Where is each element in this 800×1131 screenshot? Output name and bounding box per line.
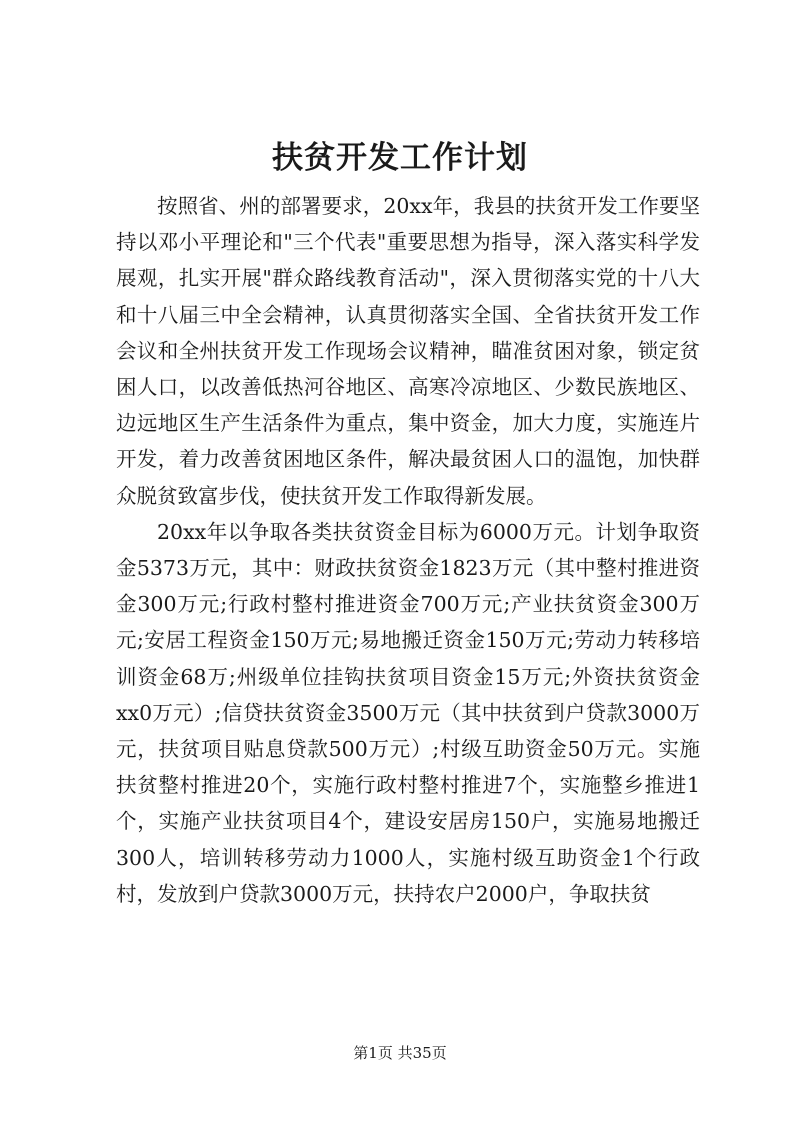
page-footer: 第1页 共35页 <box>353 1044 447 1062</box>
paragraph-funding-plan: 20xx年以争取各类扶贫资金目标为6000万元。计划争取资金5373万元，其中：财政扶贫资金1823万元（其中整村推进资金300万元;行政村整村推进资金700万元;产业扶贫资金300万元;安居工程资金150万元;易地搬迁资金150万元;劳动力转移培训资金68万;州级单位挂钩扶贫项目资金15万元;外资扶贫资金xx0万元）;信贷扶贫资金3500万元（其中扶贫到户贷款3000万元，扶贫项目贴息贷款500万元）;村级互助资金50万元。实施扶贫整村推进20个，实施行政村整村推进7个，实施整乡推进1个，实施产业扶贫项目4个，建设安居房150户，实施易地搬迁300人，培训转移劳动力1000人，实施村级互助资金1个行政村，发放到户贷款3000万元，扶持农户2000户，争取扶贫 <box>116 519 700 906</box>
document-body <box>116 188 700 912</box>
paragraph-intro: 按照省、州的部署要求，20xx年，我县的扶贫开发工作要坚持以邓小平理论和"三个代表"重要思想为指导，深入落实科学发展观，扎实开展"群众路线教育活动"，深入贯彻落实党的十八大和十八届三中全会精神，认真贯彻落实全国、全省扶贫开发工作会议和全州扶贫开发工作现场会议精神，瞄准贫困对象，锁定贫困人口，以改善低热河谷地区、高寒冷凉地区、少数民族地区、边远地区生产生活条件为重点，集中资金，加大力度，实施连片开发，着力改善贫困地区条件，解决最贫困人口的温饱，加快群众脱贫致富步伐，使扶贫开发工作取得新发展。 <box>116 194 700 508</box>
document-title: 扶贫开发工作计划 <box>272 140 528 176</box>
